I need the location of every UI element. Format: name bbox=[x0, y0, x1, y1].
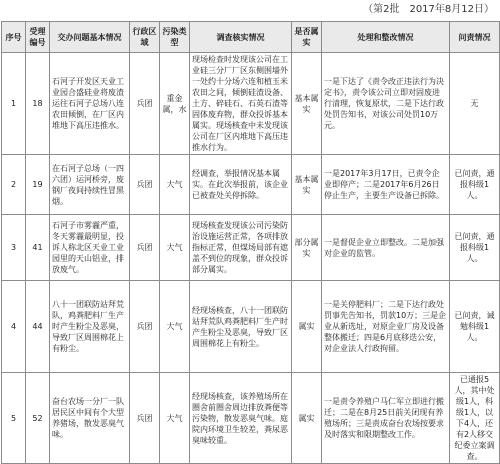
header-id: 受理编号 bbox=[26, 22, 50, 53]
cell-id: 18 bbox=[26, 53, 50, 155]
cell-finding: 现场核查发现该公司污染防治设施运营正常，各项排放指标正常，但煤场局部有遮盖不到位的现象，群众投诉部分属实。 bbox=[190, 215, 292, 281]
cell-verified: 基本属实 bbox=[292, 155, 322, 215]
cell-verified: 基本属实 bbox=[292, 53, 322, 155]
cell-accountability: 已通报5人，其中处级1人，科级1人，以下4人，还有2人移交纪委立案调查。 bbox=[450, 373, 500, 464]
cell-region: 兵团 bbox=[130, 215, 160, 281]
cell-no: 3 bbox=[2, 215, 26, 281]
table-row bbox=[2, 53, 500, 155]
cell-issue: 奋台农场一分厂一队居民区中间有个大型养猪场，散发恶臭气味。 bbox=[50, 373, 130, 464]
cell-verified: 部分属实 bbox=[292, 215, 322, 281]
cell-id: 19 bbox=[26, 155, 50, 215]
cell-region: 兵团 bbox=[130, 281, 160, 373]
cell-finding: 经现场核查，该养殖场所在圈舍前圈舍周边排放粪便等污染物，散发恶臭气味。庭院内环境卫生较差，粪尿恶臭味较重。 bbox=[190, 373, 292, 464]
cell-no: 2 bbox=[2, 155, 26, 215]
cell-handling: 一是关停肥料厂；二是下达行政处罚事先告知书，罚款10万；三是企业从新选址，对原企业厂房及设备整体搬迁；四是6月底移迭公安，对企业法人行政拘留。 bbox=[322, 281, 450, 373]
cell-accountability: 已问责，诫勉科级1人。 bbox=[450, 281, 500, 373]
table-row bbox=[2, 155, 500, 215]
cell-issue: 石河子市雾霾严重，冬天雾霾最明显，投诉人称北区天业工业园里的天山铝业，排放废气。 bbox=[50, 215, 130, 281]
cell-accountability: 已问责，通报科级1人。 bbox=[450, 155, 500, 215]
cell-type: 大气 bbox=[160, 155, 190, 215]
header-handling: 处理和整改情况 bbox=[322, 22, 450, 53]
header-accountability: 问责情况 bbox=[450, 22, 500, 53]
table-header-row bbox=[2, 22, 500, 53]
cell-type: 重金属，水 bbox=[160, 53, 190, 155]
cell-handling: 一是责令养殖户马仁军立即进行搬迁；二是在8月25日前关闭现有养殖场所；三是责成奋台农场按要求及时落实和限期整改工作。 bbox=[322, 373, 450, 464]
header-type: 污染类型 bbox=[160, 22, 190, 53]
cell-id: 52 bbox=[26, 373, 50, 464]
cell-region: 兵团 bbox=[130, 373, 160, 464]
cell-accountability: 已问责，通报科级1人。 bbox=[450, 215, 500, 281]
cell-accountability: 无 bbox=[450, 53, 500, 155]
cell-handling: 一是2017年3月17日，已责令企业即停产；二是2017年6月26日停止生产，主要生产设备已拆除。 bbox=[322, 155, 450, 215]
batch-date-caption: （第2批 2017年8月12日） bbox=[363, 4, 494, 15]
header-issue: 交办问题基本情况 bbox=[50, 22, 130, 53]
cell-type: 大气 bbox=[160, 373, 190, 464]
cell-handling: 一是下达了《责令改正违法行为决定书》，责令该公司立即对固废进行清理，恢复原状，二是下达行政处罚告知书，对该公司处罚10万元。 bbox=[322, 53, 450, 155]
cell-finding: 现场检查时发现该公司在工业硅三分厂厂区东侧围墙外一处约十分场六连和植玉米农田之间，倾倒硅渣设备、土方、碎硅石、石英石渣等固体废弃物，群众投诉基本属实。现场核查中未发现该公司在厂区内堆地下高压违推水行为。 bbox=[190, 53, 292, 155]
cell-verified: 属实 bbox=[292, 281, 322, 373]
cell-issue: 八十一团联防站拜荒队，鸡粪肥料厂生产时产生粉尘及恶臭，导致厂区周围棉花上有粉尘。 bbox=[50, 281, 130, 373]
cell-finding: 经调查，举报情况基本属实。在此次举报前，该企业已被查处关停拆除。 bbox=[190, 155, 292, 215]
cell-id: 41 bbox=[26, 215, 50, 281]
cell-verified: 属实 bbox=[292, 373, 322, 464]
cell-no: 5 bbox=[2, 373, 26, 464]
cell-id: 44 bbox=[26, 281, 50, 373]
cell-issue: 石河子开发区天业工业园合盛硅业将废渣运往石河子总场八连农田倾倒，在厂区内堆地下高压违推水。 bbox=[50, 53, 130, 155]
petition-table bbox=[1, 21, 500, 464]
cell-issue: 在石河子总场（一四六团）运河桥旁，废钢厂夜间持续性冒黑烟。 bbox=[50, 155, 130, 215]
table-row bbox=[2, 281, 500, 373]
table-row bbox=[2, 215, 500, 281]
cell-type: 大气 bbox=[160, 281, 190, 373]
table-row bbox=[2, 373, 500, 464]
cell-finding: 经现场核查，八十一团联防站拜荒队鸡粪肥料厂生产时产生粉尘及恶臭，导致厂区周围棉花上有粉尘。 bbox=[190, 281, 292, 373]
header-verified: 是否属实 bbox=[292, 22, 322, 53]
cell-no: 1 bbox=[2, 53, 26, 155]
cell-type: 大气 bbox=[160, 215, 190, 281]
cell-handling: 一是督促企业立即整改。二是加强对企业的监管。 bbox=[322, 215, 450, 281]
cell-region: 兵团 bbox=[130, 53, 160, 155]
cell-no: 4 bbox=[2, 281, 26, 373]
header-finding: 调查核实情况 bbox=[190, 22, 292, 53]
header-no: 序号 bbox=[2, 22, 26, 53]
header-region: 行政区域 bbox=[130, 22, 160, 53]
cell-region: 兵团 bbox=[130, 155, 160, 215]
